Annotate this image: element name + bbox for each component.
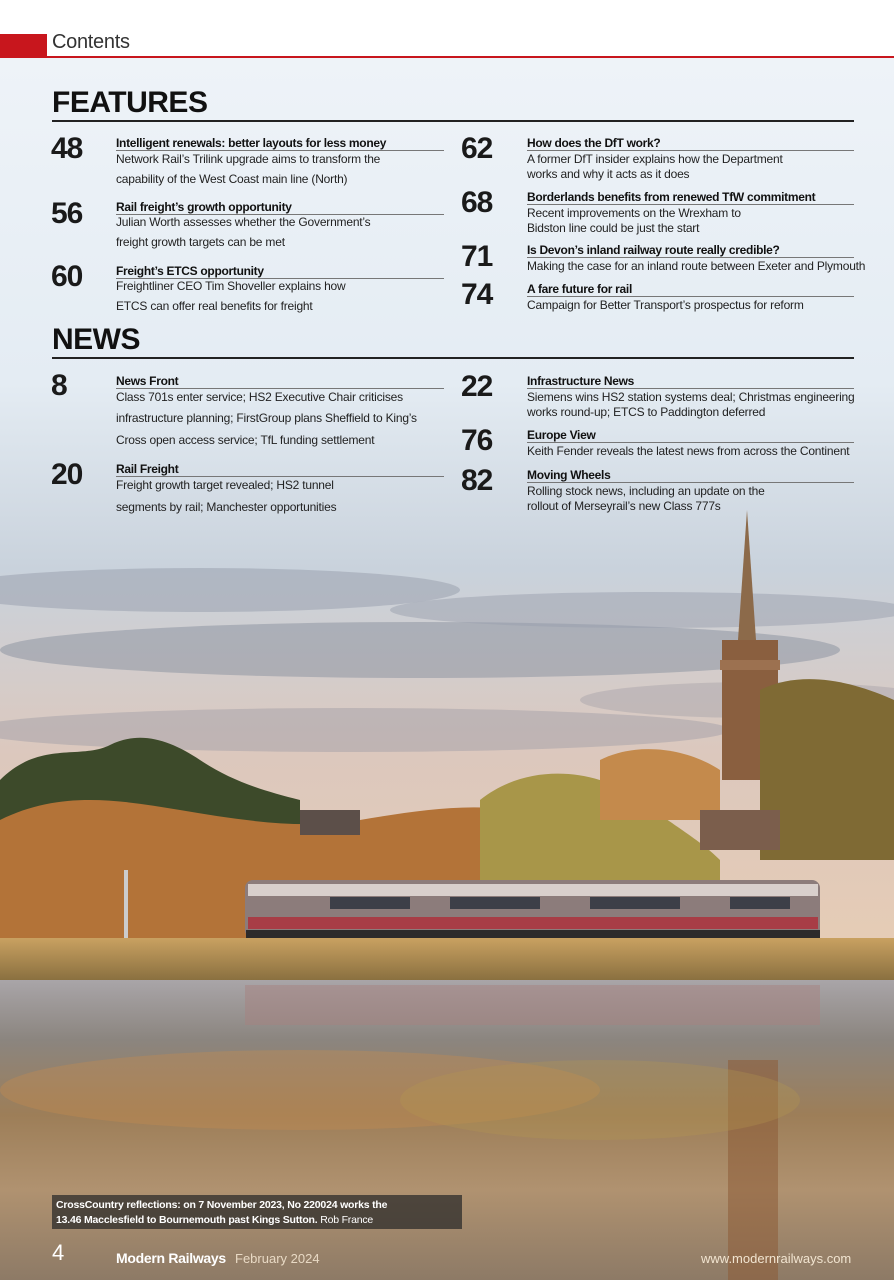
entry-rule xyxy=(116,476,444,477)
entry-desc: Campaign for Better Transport’s prospectus for reform xyxy=(527,298,804,312)
train xyxy=(245,880,820,938)
entry-title[interactable]: Moving Wheels xyxy=(527,468,611,482)
page-number: 60 xyxy=(51,260,83,293)
entry-title[interactable]: News Front xyxy=(116,374,179,388)
news-heading: NEWS xyxy=(52,323,140,356)
features-rule xyxy=(52,120,854,122)
issue-date: February 2024 xyxy=(235,1251,320,1266)
entry-desc: Cross open access service; TfL funding settlement xyxy=(116,433,375,447)
entry-desc: Network Rail’s Trilink upgrade aims to transform the xyxy=(116,152,381,166)
entry-desc: Class 701s enter service; HS2 Executive Chair criticises xyxy=(116,390,403,404)
page-number: 74 xyxy=(461,278,493,311)
entry-desc: Making the case for an inland route between Exeter and Plymouth xyxy=(527,259,866,273)
entry-desc: Bidston line could be just the start xyxy=(527,221,700,235)
section-label: Contents xyxy=(52,31,130,53)
entry-desc: Siemens wins HS2 station systems deal; Christmas engineering xyxy=(527,390,855,404)
page-number: 48 xyxy=(51,132,83,165)
page-number: 20 xyxy=(51,458,83,491)
entry-title[interactable]: Intelligent renewals: better layouts for less money xyxy=(116,136,387,150)
entry-desc: works round-up; ETCS to Paddington deferred xyxy=(527,405,766,419)
entry-desc: Rolling stock news, including an update on the xyxy=(527,484,765,498)
page-number-footer: 4 xyxy=(52,1240,65,1265)
entry-rule xyxy=(527,442,854,443)
entry-desc: Recent improvements on the Wrexham to xyxy=(527,206,741,220)
features-heading: FEATURES xyxy=(52,86,208,119)
page-number: 71 xyxy=(461,240,493,273)
entry-desc: ETCS can offer real benefits for freight xyxy=(116,299,313,313)
photo-caption xyxy=(52,1195,462,1229)
entry-desc: A former DfT insider explains how the Department xyxy=(527,152,783,166)
entry-rule xyxy=(116,150,444,151)
entry-title[interactable]: How does the DfT work? xyxy=(527,136,661,150)
page-number: 82 xyxy=(461,464,493,497)
entry-desc: Julian Worth assesses whether the Government’s xyxy=(116,215,371,229)
entry-title[interactable]: Freight’s ETCS opportunity xyxy=(116,264,264,278)
photo-credit: Rob France xyxy=(320,1214,374,1226)
section-marker xyxy=(0,34,47,58)
entry-rule xyxy=(527,296,854,297)
entry-title[interactable]: Borderlands benefits from renewed TfW commitment xyxy=(527,190,816,204)
entry-desc: works and why it acts as it does xyxy=(527,167,690,181)
entry-desc: Keith Fender reveals the latest news from across the Continent xyxy=(527,444,850,458)
entry-title[interactable]: Rail Freight xyxy=(116,462,179,476)
page-number: 56 xyxy=(51,197,83,230)
entry-desc: freight growth targets can be met xyxy=(116,235,285,249)
entry-title[interactable]: Infrastructure News xyxy=(527,374,634,388)
top-bar xyxy=(0,0,894,58)
entry-desc: capability of the West Coast main line (North) xyxy=(116,172,348,186)
news-rule xyxy=(52,357,854,359)
entry-desc: segments by rail; Manchester opportunities xyxy=(116,500,337,514)
entry-title[interactable]: Europe View xyxy=(527,428,596,442)
magazine-name: Modern Railways xyxy=(116,1250,226,1266)
entry-title[interactable]: A fare future for rail xyxy=(527,282,632,296)
entry-title[interactable]: Is Devon’s inland railway route really credible? xyxy=(527,243,780,257)
entry-rule xyxy=(527,204,854,205)
entry-desc: Freightliner CEO Tim Shoveller explains how xyxy=(116,279,346,293)
entry-rule xyxy=(527,150,854,151)
entry-desc: infrastructure planning; FirstGroup plans Sheffield to King’s xyxy=(116,411,417,425)
entry-title[interactable]: Rail freight’s growth opportunity xyxy=(116,200,292,214)
entry-desc: Freight growth target revealed; HS2 tunnel xyxy=(116,478,334,492)
page-number: 22 xyxy=(461,370,493,403)
page-number: 8 xyxy=(51,369,67,402)
entry-rule xyxy=(116,388,444,389)
page-number: 68 xyxy=(461,186,493,219)
page-number: 76 xyxy=(461,424,493,457)
header-rule xyxy=(47,56,894,58)
caption-line: CrossCountry reflections: on 7 November 2023, No 220024 works the xyxy=(56,1199,388,1211)
entry-desc: rollout of Merseyrail’s new Class 777s xyxy=(527,499,721,513)
caption-line: 13.46 Macclesfield to Bournemouth past Kings Sutton. xyxy=(56,1214,318,1226)
entry-rule xyxy=(527,388,854,389)
website-link[interactable]: www.modernrailways.com xyxy=(701,1251,852,1266)
entry-rule xyxy=(527,257,854,258)
entry-rule xyxy=(527,482,854,483)
page-number: 62 xyxy=(461,132,493,165)
